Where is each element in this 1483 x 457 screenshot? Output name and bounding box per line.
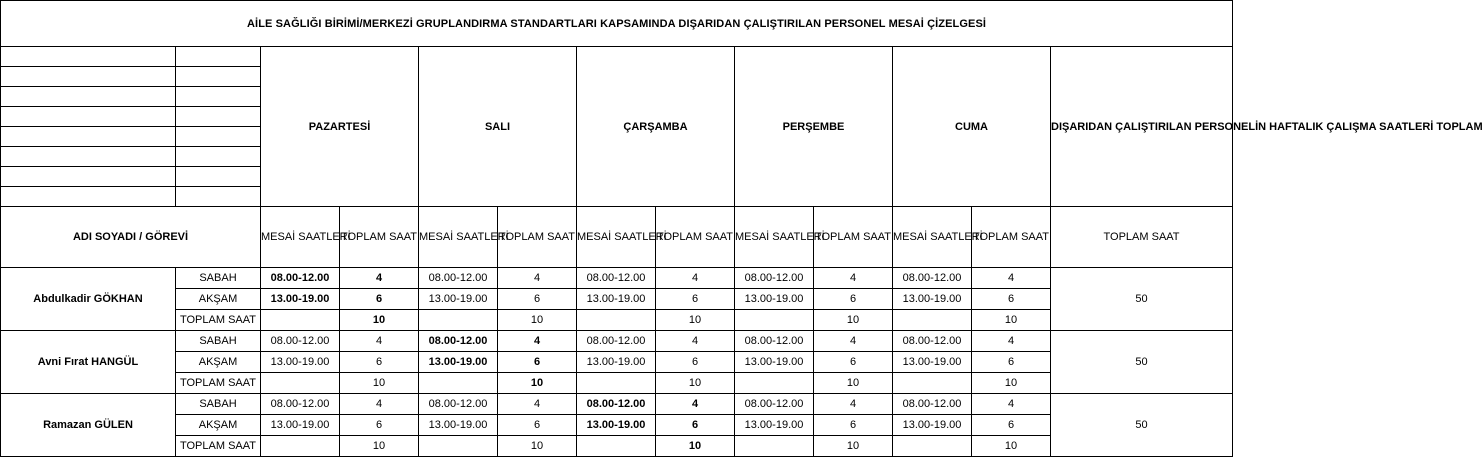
morning-hours-cell[interactable]: 08.00-12.00 — [893, 268, 972, 289]
empty-cell[interactable] — [1, 47, 176, 67]
evening-count-cell[interactable]: 6 — [498, 289, 577, 310]
day-header-wednesday: ÇARŞAMBA — [577, 47, 735, 207]
total-subheader: TOPLAM SAAT — [498, 207, 577, 268]
staff-row — [1, 373, 1233, 394]
daily-total-cell[interactable]: 10 — [656, 373, 735, 394]
daily-total-cell[interactable]: 10 — [340, 436, 419, 457]
evening-count-cell[interactable]: 6 — [656, 415, 735, 436]
day-header-tuesday: SALI — [419, 47, 577, 207]
slot-label-total: TOPLAM SAAT — [176, 436, 261, 457]
day-header-thursday: PERŞEMBE — [735, 47, 893, 207]
morning-count-cell[interactable]: 4 — [656, 331, 735, 352]
empty-cell[interactable] — [176, 87, 261, 107]
empty-cell[interactable] — [577, 373, 656, 394]
evening-count-cell[interactable]: 6 — [656, 352, 735, 373]
morning-count-cell[interactable]: 4 — [814, 394, 893, 415]
morning-count-cell[interactable]: 4 — [814, 268, 893, 289]
morning-hours-cell[interactable]: 08.00-12.00 — [893, 331, 972, 352]
empty-cell[interactable] — [176, 167, 261, 187]
empty-cell[interactable] — [893, 310, 972, 331]
morning-count-cell[interactable]: 4 — [972, 394, 1051, 415]
evening-count-cell[interactable]: 6 — [814, 415, 893, 436]
empty-cell[interactable] — [176, 47, 261, 67]
total-subheader: TOPLAM SAAT — [656, 207, 735, 268]
sheet-title: AİLE SAĞLIĞI BİRİMİ/MERKEZİ GRUPLANDIRMA STANDARTLARI KAPSAMINDA DIŞARIDAN ÇALIŞTIRILAN PERSONEL MESAİ ÇİZELGESİ — [1, 1, 1233, 47]
empty-cell[interactable] — [261, 310, 340, 331]
weekly-total-header: DIŞARIDAN ÇALIŞTIRILAN PERSONELİN HAFTALIK ÇALIŞMA SAATLERİ TOPLAM — [1051, 47, 1233, 207]
total-subheader: TOPLAM SAAT — [814, 207, 893, 268]
evening-hours-cell[interactable]: 13.00-19.00 — [735, 415, 814, 436]
morning-hours-cell[interactable]: 08.00-12.00 — [419, 331, 498, 352]
empty-cell[interactable] — [1, 67, 176, 87]
evening-hours-cell[interactable]: 13.00-19.00 — [419, 415, 498, 436]
empty-cell[interactable] — [735, 436, 814, 457]
daily-total-cell[interactable]: 10 — [814, 436, 893, 457]
evening-count-cell[interactable]: 6 — [972, 415, 1051, 436]
empty-cell[interactable] — [176, 107, 261, 127]
empty-cell[interactable] — [893, 373, 972, 394]
morning-count-cell[interactable]: 4 — [340, 394, 419, 415]
evening-hours-cell[interactable]: 13.00-19.00 — [577, 415, 656, 436]
evening-count-cell[interactable]: 6 — [340, 289, 419, 310]
name-column-header: ADI SOYADI / GÖREVİ — [1, 207, 261, 268]
morning-count-cell[interactable]: 4 — [340, 268, 419, 289]
staff-row — [1, 289, 1233, 310]
evening-hours-cell[interactable]: 13.00-19.00 — [261, 289, 340, 310]
daily-total-cell[interactable]: 10 — [972, 373, 1051, 394]
evening-hours-cell[interactable]: 13.00-19.00 — [577, 289, 656, 310]
morning-hours-cell[interactable]: 08.00-12.00 — [419, 268, 498, 289]
evening-count-cell[interactable]: 6 — [814, 352, 893, 373]
hours-subheader: MESAİ SAATLERİ — [419, 207, 498, 268]
empty-cell[interactable] — [176, 187, 261, 207]
evening-hours-cell[interactable]: 13.00-19.00 — [893, 289, 972, 310]
empty-cell[interactable] — [577, 310, 656, 331]
evening-hours-cell[interactable]: 13.00-19.00 — [577, 352, 656, 373]
slot-label-total: TOPLAM SAAT — [176, 310, 261, 331]
evening-hours-cell[interactable]: 13.00-19.00 — [261, 352, 340, 373]
evening-count-cell[interactable]: 6 — [498, 352, 577, 373]
slot-label-morning: SABAH — [176, 268, 261, 289]
evening-hours-cell[interactable]: 13.00-19.00 — [893, 415, 972, 436]
total-subheader: TOPLAM SAAT — [340, 207, 419, 268]
evening-count-cell[interactable]: 6 — [498, 415, 577, 436]
morning-hours-cell[interactable]: 08.00-12.00 — [735, 331, 814, 352]
morning-hours-cell[interactable]: 08.00-12.00 — [261, 331, 340, 352]
empty-cell[interactable] — [419, 310, 498, 331]
morning-count-cell[interactable]: 4 — [340, 331, 419, 352]
slot-label-morning: SABAH — [176, 331, 261, 352]
weekly-total-subheader: TOPLAM SAAT — [1051, 207, 1233, 268]
staff-row — [1, 331, 1233, 352]
morning-count-cell[interactable]: 4 — [814, 331, 893, 352]
day-header-friday: CUMA — [893, 47, 1051, 207]
empty-cell[interactable] — [735, 310, 814, 331]
weekly-total-cell[interactable]: 50 — [1051, 394, 1233, 457]
empty-cell[interactable] — [176, 147, 261, 167]
slot-label-evening: AKŞAM — [176, 289, 261, 310]
slot-label-evening: AKŞAM — [176, 352, 261, 373]
staff-name: Abdulkadir GÖKHAN — [1, 268, 176, 331]
evening-count-cell[interactable]: 6 — [814, 289, 893, 310]
morning-count-cell[interactable]: 4 — [498, 268, 577, 289]
hours-subheader: MESAİ SAATLERİ — [577, 207, 656, 268]
empty-cell[interactable] — [1, 127, 176, 147]
slot-label-evening: AKŞAM — [176, 415, 261, 436]
weekly-total-cell[interactable]: 50 — [1051, 331, 1233, 394]
daily-total-cell[interactable]: 10 — [972, 436, 1051, 457]
total-subheader: TOPLAM SAAT — [972, 207, 1051, 268]
daily-total-cell[interactable]: 10 — [656, 436, 735, 457]
staff-row — [1, 415, 1233, 436]
empty-cell[interactable] — [176, 67, 261, 87]
empty-cell[interactable] — [1, 187, 176, 207]
slot-label-total: TOPLAM SAAT — [176, 373, 261, 394]
morning-hours-cell[interactable]: 08.00-12.00 — [735, 394, 814, 415]
slot-label-morning: SABAH — [176, 394, 261, 415]
evening-count-cell[interactable]: 6 — [340, 352, 419, 373]
evening-hours-cell[interactable]: 13.00-19.00 — [893, 352, 972, 373]
morning-count-cell[interactable]: 4 — [656, 268, 735, 289]
daily-total-cell[interactable]: 10 — [656, 310, 735, 331]
evening-count-cell[interactable]: 6 — [340, 415, 419, 436]
morning-hours-cell[interactable]: 08.00-12.00 — [419, 394, 498, 415]
staff-name: Ramazan GÜLEN — [1, 394, 176, 457]
evening-hours-cell[interactable]: 13.00-19.00 — [735, 289, 814, 310]
hours-subheader: MESAİ SAATLERİ — [261, 207, 340, 268]
empty-cell[interactable] — [1, 167, 176, 187]
morning-count-cell[interactable]: 4 — [498, 331, 577, 352]
morning-count-cell[interactable]: 4 — [972, 331, 1051, 352]
morning-hours-cell[interactable]: 08.00-12.00 — [577, 331, 656, 352]
daily-total-cell[interactable]: 10 — [814, 310, 893, 331]
empty-cell[interactable] — [261, 373, 340, 394]
daily-total-cell[interactable]: 10 — [972, 310, 1051, 331]
morning-count-cell[interactable]: 4 — [498, 394, 577, 415]
evening-hours-cell[interactable]: 13.00-19.00 — [419, 289, 498, 310]
morning-hours-cell[interactable]: 08.00-12.00 — [735, 268, 814, 289]
evening-hours-cell[interactable]: 13.00-19.00 — [419, 352, 498, 373]
evening-count-cell[interactable]: 6 — [656, 289, 735, 310]
daily-total-cell[interactable]: 10 — [340, 310, 419, 331]
morning-hours-cell[interactable]: 08.00-12.00 — [261, 394, 340, 415]
morning-hours-cell[interactable]: 08.00-12.00 — [893, 394, 972, 415]
empty-cell[interactable] — [419, 373, 498, 394]
empty-cell[interactable] — [1, 107, 176, 127]
empty-cell[interactable] — [735, 373, 814, 394]
weekly-total-cell[interactable]: 50 — [1051, 268, 1233, 331]
staff-row — [1, 268, 1233, 289]
morning-count-cell[interactable]: 4 — [972, 268, 1051, 289]
evening-hours-cell[interactable]: 13.00-19.00 — [261, 415, 340, 436]
morning-hours-cell[interactable]: 08.00-12.00 — [261, 268, 340, 289]
empty-cell[interactable] — [419, 436, 498, 457]
empty-cell[interactable] — [1, 87, 176, 107]
empty-cell[interactable] — [1, 147, 176, 167]
morning-hours-cell[interactable]: 08.00-12.00 — [577, 268, 656, 289]
daily-total-cell[interactable]: 10 — [498, 436, 577, 457]
hours-subheader: MESAİ SAATLERİ — [893, 207, 972, 268]
daily-total-cell[interactable]: 10 — [498, 373, 577, 394]
daily-total-cell[interactable]: 10 — [340, 373, 419, 394]
daily-total-cell[interactable]: 10 — [814, 373, 893, 394]
staff-row — [1, 310, 1233, 331]
empty-cell[interactable] — [893, 436, 972, 457]
staff-row — [1, 352, 1233, 373]
staff-row — [1, 394, 1233, 415]
empty-cell[interactable] — [261, 436, 340, 457]
daily-total-cell[interactable]: 10 — [498, 310, 577, 331]
evening-count-cell[interactable]: 6 — [972, 289, 1051, 310]
empty-cell[interactable] — [176, 127, 261, 147]
empty-cell[interactable] — [577, 436, 656, 457]
evening-hours-cell[interactable]: 13.00-19.00 — [735, 352, 814, 373]
staff-row — [1, 436, 1233, 457]
hours-subheader: MESAİ SAATLERİ — [735, 207, 814, 268]
day-header-monday: PAZARTESİ — [261, 47, 419, 207]
staff-name: Avni Fırat HANGÜL — [1, 331, 176, 394]
morning-hours-cell[interactable]: 08.00-12.00 — [577, 394, 656, 415]
evening-count-cell[interactable]: 6 — [972, 352, 1051, 373]
morning-count-cell[interactable]: 4 — [656, 394, 735, 415]
